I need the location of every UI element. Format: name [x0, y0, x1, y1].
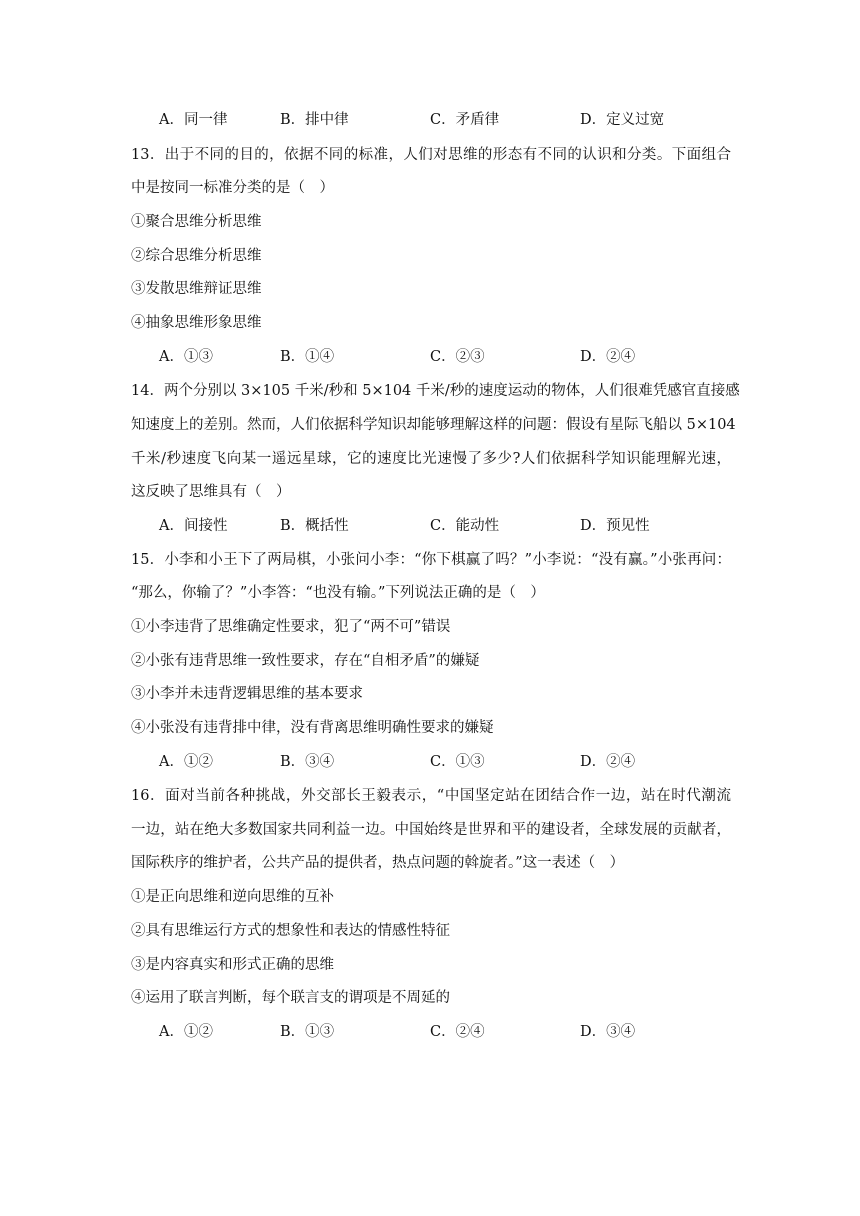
q16-option-a[interactable]: A．①② [159, 1024, 213, 1040]
q15-stem-line-1: 15．小李和小王下了两局棋，小张问小李：“你下棋赢了吗？”小李说：“没有赢。”小张再问： [131, 552, 731, 568]
q13-option-d[interactable]: D．②④ [580, 349, 636, 365]
q16-option-d[interactable]: D．③④ [580, 1024, 636, 1040]
q14-stem-line-2: 知速度上的差别。然而，人们依据科学知识却能够理解这样的问题：假设有星际飞船以 5×104 [131, 417, 736, 433]
q16-option-c[interactable]: C．②④ [430, 1024, 485, 1040]
q14-stem-line-1: 14．两个分别以 3×105 千米/秒和 5×104 千米/秒的速度运动的物体，人们很难凭感官直接感 [131, 383, 740, 399]
q15-option-a[interactable]: A．①② [159, 754, 213, 770]
q15-item-4: ④小张没有违背排中律，没有背离思维明确性要求的嫌疑 [131, 720, 494, 736]
q16-item-3: ③是内容真实和形式正确的思维 [131, 957, 334, 973]
q14-stem-line-3: 千米/秒速度飞向某一遥远星球，它的速度比光速慢了多少?人们依据科学知识能理解光速， [131, 451, 731, 467]
q12-option-b[interactable]: B．排中律 [280, 112, 349, 128]
q15-option-d[interactable]: D．②④ [580, 754, 636, 770]
q13-option-a[interactable]: A．①③ [159, 349, 213, 365]
q16-stem-line-1: 16．面对当前各种挑战，外交部长王毅表示，“中国坚定站在团结合作一边，站在时代潮流 [131, 788, 731, 804]
q14-option-c[interactable]: C．能动性 [430, 518, 500, 534]
q14-option-d[interactable]: D．预见性 [580, 518, 650, 534]
q16-options [159, 1022, 739, 1042]
q15-item-2: ②小张有违背思维一致性要求，存在“自相矛盾”的嫌疑 [131, 653, 480, 669]
q16-item-4: ④运用了联言判断，每个联言支的谓项是不周延的 [131, 990, 450, 1006]
q16-stem-line-2: 一边，站在绝大多数国家共同利益一边。中国始终是世界和平的建设者，全球发展的贡献者， [131, 822, 731, 838]
q16-item-1: ①是正向思维和逆向思维的互补 [131, 889, 334, 905]
q12-options [159, 110, 739, 130]
q15-option-c[interactable]: C．①③ [430, 754, 485, 770]
q13-item-3: ③发散思维辩证思维 [131, 281, 262, 297]
q13-item-2: ②综合思维分析思维 [131, 248, 262, 264]
q13-stem-line-1: 13．出于不同的目的，依据不同的标准，人们对思维的形态有不同的认识和分类。下面组合 [131, 147, 731, 163]
q13-option-b[interactable]: B．①④ [280, 349, 335, 365]
q14-option-a[interactable]: A．间接性 [159, 518, 228, 534]
q13-options [159, 347, 739, 367]
q15-options [159, 752, 739, 772]
q16-item-2: ②具有思维运行方式的想象性和表达的情感性特征 [131, 923, 450, 939]
q15-stem-line-2: “那么，你输了？”小李答：“也没有输。”下列说法正确的是（ ） [131, 585, 545, 601]
q14-options [159, 516, 739, 536]
q15-item-1: ①小李违背了思维确定性要求，犯了“两不可”错误 [131, 619, 451, 635]
q16-option-b[interactable]: B．①③ [280, 1024, 335, 1040]
q14-option-b[interactable]: B．概括性 [280, 518, 349, 534]
q16-stem-line-3: 国际秩序的维护者，公共产品的提供者，热点问题的斡旋者。”这一表述（ ） [131, 855, 625, 871]
q12-option-d[interactable]: D．定义过宽 [580, 112, 665, 128]
q12-option-c[interactable]: C．矛盾律 [430, 112, 500, 128]
q13-item-1: ①聚合思维分析思维 [131, 214, 262, 230]
q13-option-c[interactable]: C．②③ [430, 349, 485, 365]
q14-stem-line-4: 这反映了思维具有（ ） [131, 484, 291, 500]
q12-option-a[interactable]: A．同一律 [159, 112, 228, 128]
q15-option-b[interactable]: B．③④ [280, 754, 335, 770]
q15-item-3: ③小李并未违背逻辑思维的基本要求 [131, 686, 363, 702]
q13-item-4: ④抽象思维形象思维 [131, 315, 262, 331]
q13-stem-line-2: 中是按同一标准分类的是（ ） [131, 180, 334, 196]
